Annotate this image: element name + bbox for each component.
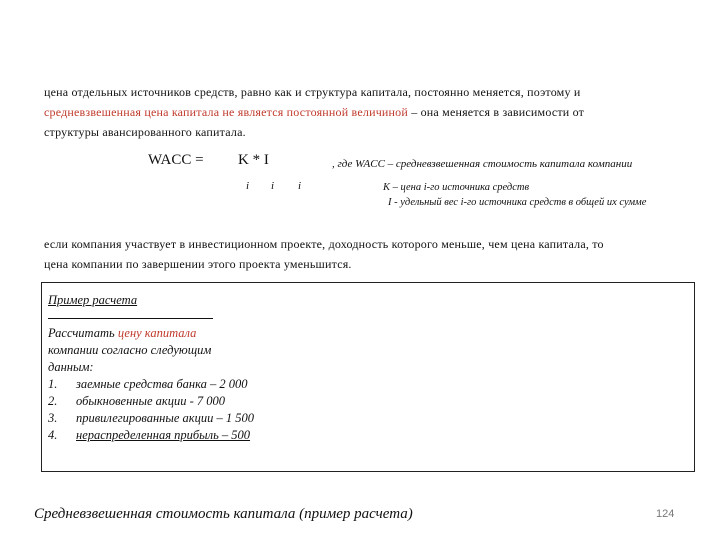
example-divider (48, 318, 213, 319)
formula-note-wacc: , где WACC – средневзвешенная стоимость капитала компании (332, 158, 633, 170)
example-highlight: цену капитала (117, 326, 197, 340)
intro-line-3: структуры авансированного капитала. (44, 125, 246, 139)
example-body-line-2: компании согласно следующим (48, 343, 212, 357)
example-title: Пример расчета (48, 293, 138, 307)
list-item (48, 410, 254, 427)
list-item-text: нераспределенная прибыль – 500 (76, 428, 251, 442)
list-item-text: заемные средства банка – 2 000 (76, 377, 248, 391)
example-body-text: Рассчитать (48, 326, 118, 340)
example-body-line-1 (48, 325, 211, 342)
slide-caption: Средневзвешенная стоимость капитала (пример расчета) (34, 506, 413, 522)
project-paragraph (44, 234, 680, 274)
example-body (48, 325, 211, 376)
list-item (48, 376, 254, 393)
intro-line-2-rest: – она меняется в зависимости от (408, 105, 585, 119)
intro-line-1: цена отдельных источников средств, равно как и структура капитала, постоянно меняется, поэтому и (44, 85, 581, 99)
intro-line-2 (44, 102, 680, 122)
formula-note-k: K – цена i-го источника средств (383, 182, 530, 193)
page-number: 124 (656, 508, 675, 520)
highlight-text: средневзвешенная цена капитала не является постоянной величиной (44, 105, 408, 119)
intro-paragraph (44, 82, 680, 142)
project-line-2: цена компании по завершении этого проекта уменьшится. (44, 257, 352, 271)
formula-rhs: K * I (238, 152, 269, 168)
list-item-text: привилегированные акции – 1 500 (76, 411, 254, 425)
formula-subscript-1: i (246, 180, 250, 192)
list-item-number: 4. (48, 428, 58, 442)
list-item (48, 393, 254, 410)
example-list (48, 376, 254, 444)
list-item (48, 427, 254, 444)
list-item-number: 1. (48, 377, 58, 391)
formula-note-i: I - удельный вес i-го источника средств в общей их сумме (388, 197, 647, 208)
formula-subscript-2: i (271, 180, 275, 192)
list-item-text: обыкновенные акции - 7 000 (76, 394, 226, 408)
example-body-line-3: данным: (48, 360, 94, 374)
project-line-1: если компания участвует в инвестиционном проекте, доходность которого меньше, чем цена капитала, то (44, 237, 604, 251)
formula-subscript-3: i (298, 180, 302, 192)
list-item-number: 2. (48, 394, 58, 408)
formula-lhs: WACC = (148, 152, 204, 168)
list-item-number: 3. (48, 411, 58, 425)
